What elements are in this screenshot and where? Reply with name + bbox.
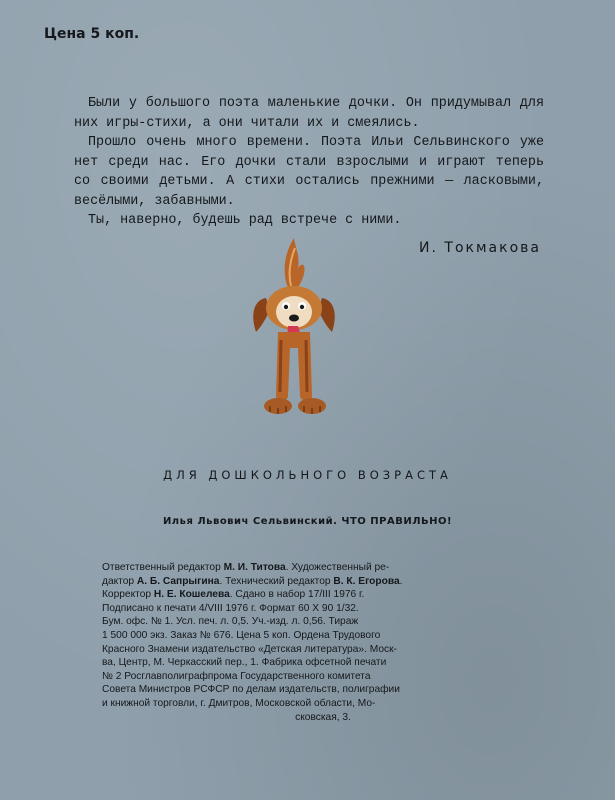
imprint-line: ва, Центр, М. Черкасский пер., 1. Фабрика офсетной печати xyxy=(102,657,387,669)
imprint-line: и книжной торговли, г. Дмитров, Московской области, Мо- xyxy=(102,697,376,709)
imprint-line: Красного Знамени издательство «Детская литература». Моск- xyxy=(102,643,397,655)
intro-paragraph-2: Прошло очень много времени. Поэта Ильи Сельвинского уже нет среди нас. Его дочки стали взрослыми и играют теперь со своими детьми. А стихи остались прежними — ласковыми, весёлыми, забавными. xyxy=(74,135,544,209)
dog-illustration xyxy=(248,236,340,422)
intro-paragraph-1: Были у большого поэта маленькие дочки. Он придумывал для них игры-стихи, а они читали их и смеялись. xyxy=(74,96,544,131)
imprint-line: Бум. офс. № 1. Усл. печ. л. 0,5. Уч.-изд. л. 0,56. Тираж xyxy=(102,616,359,628)
imprint-line: Совета Министров РСФСР по делам издательств, полиграфии xyxy=(102,684,400,696)
intro-paragraph-3: Ты, наверно, будешь рад встрече с ними. xyxy=(88,213,402,228)
imprint-line: Корректор Н. Е. Кошелева. Сдано в набор 17/III 1976 г. xyxy=(102,589,365,601)
imprint-line: дактор А. Б. Сапрыгина. Технический редактор В. К. Егорова. xyxy=(102,575,403,587)
imprint-line: 1 500 000 экз. Заказ № 676. Цена 5 коп. Ордена Трудового xyxy=(102,629,381,641)
book-title: Илья Львович Сельвинский. ЧТО ПРАВИЛЬНО! xyxy=(162,516,453,527)
imprint-line: Ответственный редактор М. И. Титова. Художественный ре- xyxy=(102,562,390,573)
imprint-line: сковская, 3. xyxy=(295,711,351,723)
age-label: ДЛЯ ДОШКОЛЬНОГО ВОЗРАСТА xyxy=(163,468,452,482)
imprint-line: Подписано к печати 4/VIII 1976 г. Формат 60 X 90 1/32. xyxy=(102,602,359,614)
imprint-line: № 2 Росглавполиграфпрома Государственного комитета xyxy=(102,670,371,682)
intro-text xyxy=(74,94,544,231)
price-label: Цена 5 коп. xyxy=(44,26,140,42)
author-signature: И. Токмакова xyxy=(419,240,541,256)
imprint-block xyxy=(102,561,544,724)
